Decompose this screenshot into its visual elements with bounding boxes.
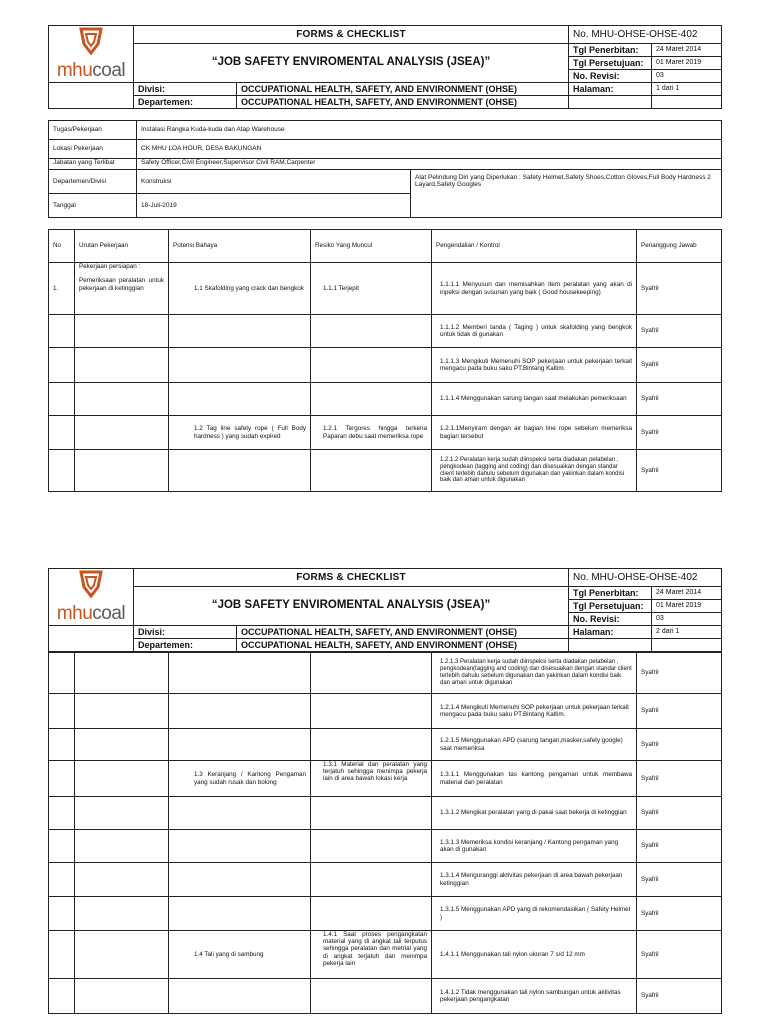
departemen-divisi-label: Departemen/Divisi [49,170,137,194]
row-kontrol: 1.1.1.2 Memberi tanda ( Taging ) untuk skafolding yang bengkok untuk tidak di gunakan [432,315,637,348]
row-pj: Syafril [637,263,722,315]
jabatan-value: Safety Officer,Civil Engineer,Supervisor Civil RAM,Carpenter [137,159,722,170]
row-pj: Syafril [637,383,722,416]
halaman-value: 2 dari 1 [652,626,722,639]
jsea-table-page-1 [48,229,722,492]
row-kontrol: 1.2.1.5 Menggunakan APD (sarung tangan,masker,safety google) saat memeriksa [432,729,637,761]
row-kontrol: 1.3.1.3 Memeriksa kondisi keranjang / Kantong pengaman yang akan di gunakan [432,830,637,863]
row-pj: Syafril [637,450,722,492]
company-logo [49,569,134,626]
table-row [49,653,722,694]
doc-number: No. MHU-OHSE-OHSE-402 [569,569,722,587]
logo-wordmark: mhucoal [56,603,126,625]
document-header [48,568,722,652]
no-revisi-label: No. Revisi: [569,70,652,83]
row-kontrol: 1.2.1.4 Mengikuti Memenuhi SOP pekerjaan untuk pekerjaan terkait mengacu pada buku saku PT.Bintang Kaltim. [432,694,637,729]
departemen-value: OCCUPATIONAL HEALTH, SAFETY, AND ENVIRONMENT (OHSE) [237,96,569,109]
tgl-persetujuan-label: Tgl Persetujuan: [569,57,652,70]
row-pj: Syafril [637,979,722,1014]
table-row [49,761,722,797]
col-header-resiko: Resiko Yang Muncul [311,230,432,263]
doc-number: No. MHU-OHSE-OHSE-402 [569,26,722,44]
tgl-penerbitan-label: Tgl Penerbitan: [569,44,652,57]
table-row [49,863,722,897]
row-pj: Syafril [637,797,722,830]
halaman-value: 1 dari 1 [652,83,722,96]
mhucoal-logo-icon [78,26,104,56]
no-revisi-value: 03 [652,70,722,83]
col-header-pj: Penanggung Jawab [637,230,722,263]
jsea-table-page-2 [48,652,722,1014]
row-pj: Syafril [637,931,722,979]
table-row [49,830,722,863]
row-urutan: Pekerjaan persiapan : Pemeriksaan peralatan untuk pekerjaan di ketinggian [75,263,169,315]
table-row [49,897,722,931]
divisi-value: OCCUPATIONAL HEALTH, SAFETY, AND ENVIRONMENT (OHSE) [237,626,569,639]
table-row [49,931,722,979]
lokasi-value: CK MHU LOA HOUR, DESA BAKUNGAN [137,140,722,159]
tgl-penerbitan-value: 24 Maret 2014 [652,587,722,600]
company-logo [49,26,134,83]
page-2 [48,568,721,1014]
row-pj: Syafril [637,830,722,863]
row-kontrol: 1.2.1.3 Peralatan kerja sudah diinspeksi serta diadakan pelabelan , pengkodean(tagging and coding) dan disesuaikan dengan standar client terlebih dahulu sebelum digunakan dan yakinkan dalam kondisi baik dan aman untuk digunakan [432,653,637,694]
tugas-label: Tugas/Pekerjaan [49,121,137,140]
row-potensi: 1.3 Keranjang / Kantong Pengaman yang sudah rusak dan bolong [169,761,311,797]
doc-title: “JOB SAFETY ENVIROMENTAL ANALYSIS (JSEA)” [134,44,569,83]
divisi-label: Divisi: [134,626,237,639]
row-kontrol: 1.2.1.2 Peralatan kerja sudah diinspeksi serta diadakan pelabelan , pengkodean (tagging and coding) dan disesuaikan dengan standar client terlebih dahulu sebelum digunakan dan yakinkan dalam kondisi baik dan aman untuk digunakan [432,450,637,492]
row-kontrol: 1.1.1.1 Menyusun dan memisahkan item peralatan yang akan di inpeksi dengan susunan yang baik ( Good housekeeping) [432,263,637,315]
table-row [49,383,722,416]
col-header-kontrol: Pengendalian / Kontrol [432,230,637,263]
tgl-penerbitan-label: Tgl Penerbitan: [569,587,652,600]
tgl-persetujuan-value: 01 Maret 2019 [652,57,722,70]
departemen-divisi-value: Konstruksi [137,170,411,194]
row-no: 1. [49,263,75,315]
page-1 [48,25,721,492]
departemen-value: OCCUPATIONAL HEALTH, SAFETY, AND ENVIRONMENT (OHSE) [237,639,569,652]
row-kontrol: 1.3.1.2 Mengikat peralatan yang di pakai saat bekerja di ketinggian [432,797,637,830]
col-header-potensi: Potensi Bahaya [169,230,311,263]
col-header-no: No [49,230,75,263]
no-revisi-value: 03 [652,613,722,626]
tgl-persetujuan-value: 01 Maret 2019 [652,600,722,613]
departemen-label: Departemen: [134,639,237,652]
logo-wordmark: mhucoal [56,60,126,82]
document-header [48,25,722,109]
row-kontrol: 1.3.1.5 Menggunakan APD yang di rekomendasikan ( Safety Helmet ) [432,897,637,931]
table-row [49,729,722,761]
row-kontrol: 1.4.1.2 Tidak menggunakan tali nylon sambungan untuk aktivitas pekerjaan pengangkatan [432,979,637,1014]
tgl-penerbitan-value: 24 Maret 2014 [652,44,722,57]
col-header-urutan: Urutan Pekerjaan [75,230,169,263]
row-potensi: 1.4 Tali yang di sambung [169,931,311,979]
forms-title: FORMS & CHECKLIST [134,26,569,44]
row-kontrol: 1.3.1.4 Menguranggi aktivitas pekerjaan di area bawah pekerjaan ketinggian [432,863,637,897]
jabatan-label: Jabatan yang Terlibat [49,159,137,170]
row-pj: Syafril [637,694,722,729]
table-row [49,450,722,492]
lokasi-label: Lokasi Pekerjaan [49,140,137,159]
row-pj: Syafril [637,729,722,761]
row-pj: Syafril [637,863,722,897]
table-header-row [49,230,722,263]
row-pj: Syafril [637,897,722,931]
row-pj: Syafril [637,653,722,694]
tgl-persetujuan-label: Tgl Persetujuan: [569,600,652,613]
tanggal-label: Tanggal [49,194,137,218]
divisi-label: Divisi: [134,83,237,96]
tanggal-value: 18-Juli-2019 [137,194,411,218]
tugas-value: Instalasi Rangka Kuda-kuda dan Atap Warehouse [137,121,722,140]
divisi-value: OCCUPATIONAL HEALTH, SAFETY, AND ENVIRONMENT (OHSE) [237,83,569,96]
mhucoal-logo-icon [78,569,104,599]
row-kontrol: 1.3.1.1 Menggunakan tas kantong pengaman untuk membawa material dan peralatan [432,761,637,797]
row-kontrol: 1.1.1.4 Menggunakan sarung tangan saat melakukan pemeriksaan [432,383,637,416]
row-potensi: 1.2 Tag line safety rope ( Full Body hardness ) yang sudah expired [169,416,311,450]
halaman-label: Halaman: [569,626,652,639]
departemen-label: Departemen: [134,96,237,109]
halaman-label: Halaman: [569,83,652,96]
row-kontrol: 1.2.1.1Menyiram dengan air bagian line rope sebelum memeriksa bagian tersebut [432,416,637,450]
table-row [49,979,722,1014]
table-row [49,416,722,450]
table-row [49,348,722,383]
row-pj: Syafril [637,315,722,348]
forms-title: FORMS & CHECKLIST [134,569,569,587]
apd-required: Alat Pelindung Diri yang Diperlukan : Safety Helmet,Safety Shoes,Cotton Gloves,Full Body Hardness 2 Layard,Safety Googles [411,170,722,218]
table-row [49,797,722,830]
table-row [49,263,722,315]
row-pj: Syafril [637,761,722,797]
table-row [49,315,722,348]
row-pj: Syafril [637,416,722,450]
row-resiko: 1.2.1 Tergores hingga terkena Paparan debu saat memeriksa rope [311,416,432,450]
no-revisi-label: No. Revisi: [569,613,652,626]
row-kontrol: 1.1.1.3 Mengikuti Memenuhi SOP pekerjaan untuk pekerjaan terkait mengacu pada buku saku PT.Bintang Kaltim. [432,348,637,383]
doc-title: “JOB SAFETY ENVIROMENTAL ANALYSIS (JSEA)” [134,587,569,626]
row-potensi: 1.1 Skafolding yang crack dan bengkok [169,263,311,315]
job-info-table [48,120,722,218]
row-resiko: 1.3.1 Material dan peralatan yang terjatuh sehingga menimpa pekerja lain di area bawah lokasi kerja [311,761,432,797]
row-resiko: 1.4.1 Saat proses pengangkatan material yang di angkat tali terputus sehingga peralatan dan metrial yang di angkat terjatuh dan menimpa pekerja lain [311,931,432,979]
row-pj: Syafril [637,348,722,383]
row-resiko: 1.1.1 Terjepit [311,263,432,315]
row-kontrol: 1.4.1.1 Menggunakan tali nylon ukuran 7 s/d 12 mm [432,931,637,979]
table-row [49,694,722,729]
